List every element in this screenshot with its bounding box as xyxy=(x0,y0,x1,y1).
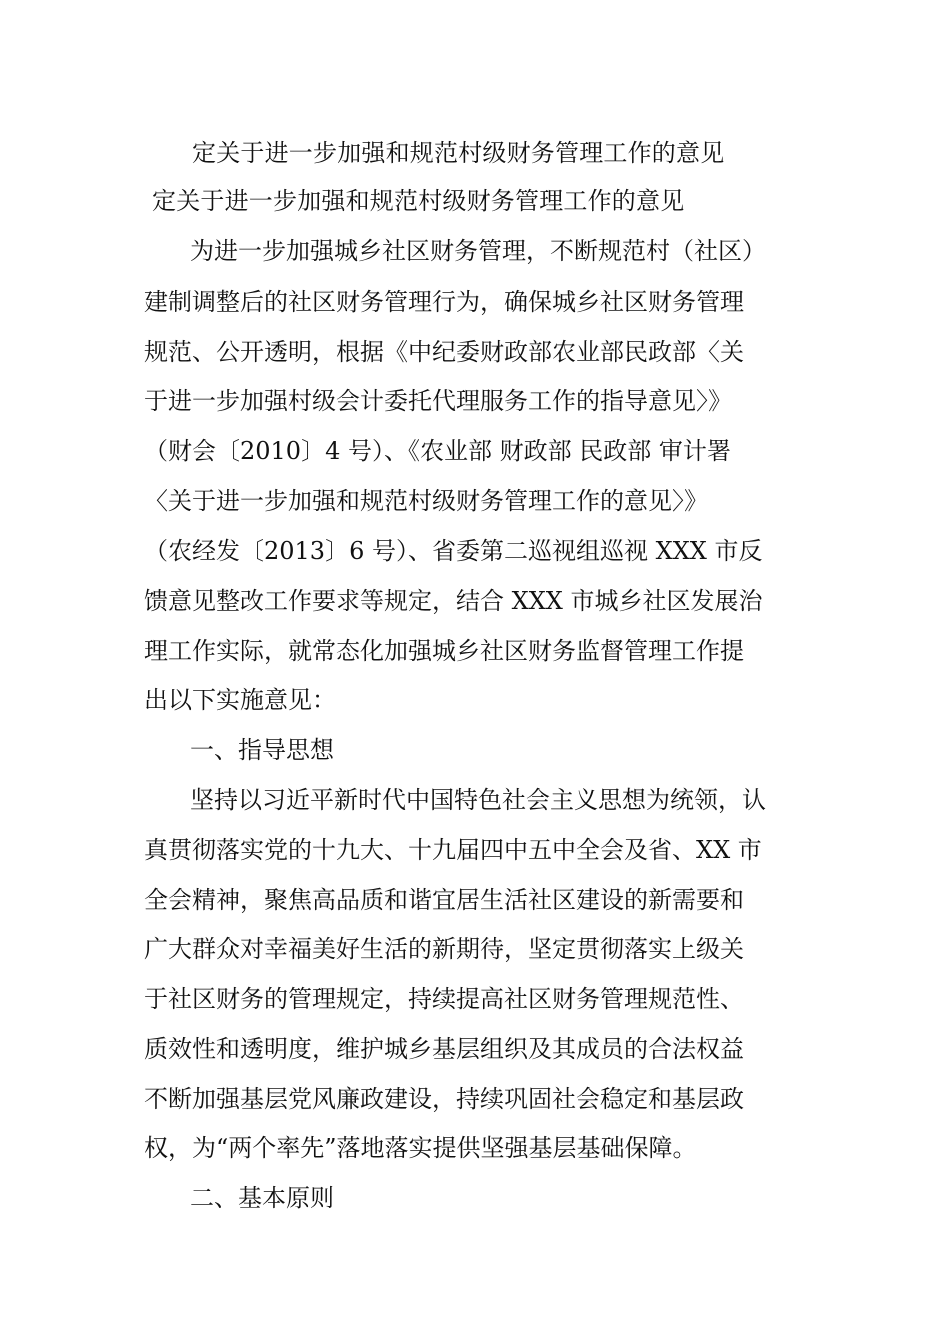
paragraph-line: 全会精神，聚焦高品质和谐宜居生活社区建设的新需要和 xyxy=(144,886,744,914)
document-title: 定关于进一步加强和规范村级财务管理工作的意见 xyxy=(192,139,725,167)
paragraph-line: 坚持以习近平新时代中国特色社会主义思想为统领，认 xyxy=(190,786,766,814)
paragraph-line: 广大群众对幸福美好生活的新期待，坚定贯彻落实上级关 xyxy=(144,935,744,963)
paragraph-line: 为进一步加强城乡社区财务管理，不断规范村（社区） xyxy=(190,237,766,265)
paragraph-line: 质效性和透明度，维护城乡基层组织及其成员的合法权益 xyxy=(144,1035,744,1063)
paragraph-line: 理工作实际，就常态化加强城乡社区财务监督管理工作提 xyxy=(144,637,744,665)
paragraph-line: 于社区财务的管理规定，持续提高社区财务管理规范性、 xyxy=(144,985,744,1013)
section-heading: 二、基本原则 xyxy=(190,1184,334,1212)
paragraph-line: 规范、公开透明，根据《中纪委财政部农业部民政部〈关 xyxy=(144,338,744,366)
paragraph-line: 于进一步加强村级会计委托代理服务工作的指导意见〉》 xyxy=(144,387,732,415)
paragraph-line: 不断加强基层党风廉政建设，持续巩固社会稳定和基层政 xyxy=(144,1085,744,1113)
paragraph-line: （农经发〔2013〕6 号）、省委第二巡视组巡视 XXX 市反 xyxy=(144,537,763,565)
document-subtitle: 定关于进一步加强和规范村级财务管理工作的意见 xyxy=(152,187,685,215)
paragraph-line: 〈关于进一步加强和规范村级财务管理工作的意见〉》 xyxy=(144,487,708,515)
paragraph-line: 建制调整后的社区财务管理行为，确保城乡社区财务管理 xyxy=(144,288,744,316)
paragraph-line: 权，为“两个率先”落地落实提供坚强基层基础保障。 xyxy=(144,1134,697,1162)
paragraph-line: 真贯彻落实党的十九大、十九届四中五中全会及省、XX 市 xyxy=(144,836,762,864)
paragraph-line: （财会〔2010〕4 号）、《农业部 财政部 民政部 审计署 xyxy=(144,437,731,465)
paragraph-line: 出以下实施意见： xyxy=(144,686,336,714)
section-heading: 一、指导思想 xyxy=(190,736,334,764)
paragraph-line: 馈意见整改工作要求等规定，结合 XXX 市城乡社区发展治 xyxy=(144,587,763,615)
